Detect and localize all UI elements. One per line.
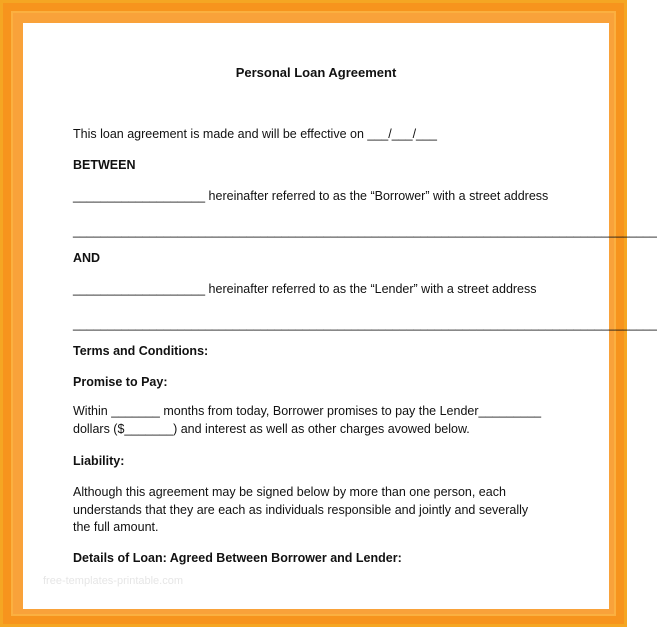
promise-heading: Promise to Pay:	[73, 375, 168, 389]
terms-heading: Terms and Conditions:	[73, 344, 209, 358]
lender-line: ___________________ hereinafter referred to as the “Lender” with a street address	[73, 282, 537, 296]
borrower-line: ___________________ hereinafter referred to as the “Borrower” with a street address	[73, 189, 549, 203]
liability-text-line-2: understands that they are each as individuals responsible and jointly and severally	[73, 502, 529, 517]
document-title: Personal Loan Agreement	[235, 65, 397, 80]
details-heading: Details of Loan: Agreed Between Borrower and Lender:	[73, 551, 402, 565]
and-heading: AND	[73, 251, 101, 265]
liability-text-line-3: the full amount.	[73, 520, 159, 534]
watermark: free-templates-printable.com	[43, 575, 184, 587]
borrower-address-line: ____________________________________________________________________________________	[73, 224, 657, 238]
liability-text-line-1: Although this agreement may be signed below by more than one person, each	[73, 485, 506, 499]
promise-text-line-2: dollars ($_______) and interest as well as other charges avowed below.	[73, 421, 470, 436]
promise-paragraph	[73, 403, 565, 438]
liability-paragraph	[73, 484, 565, 537]
promise-text-line-1: Within _______ months from today, Borrower promises to pay the Lender_________	[73, 404, 542, 418]
lender-address-line: ____________________________________________________________________________________	[73, 317, 657, 331]
effective-date-line: This loan agreement is made and will be effective on ___/___/___	[73, 127, 437, 141]
between-heading: BETWEEN	[73, 158, 136, 172]
liability-heading: Liability:	[73, 454, 125, 468]
document-page	[23, 23, 657, 609]
